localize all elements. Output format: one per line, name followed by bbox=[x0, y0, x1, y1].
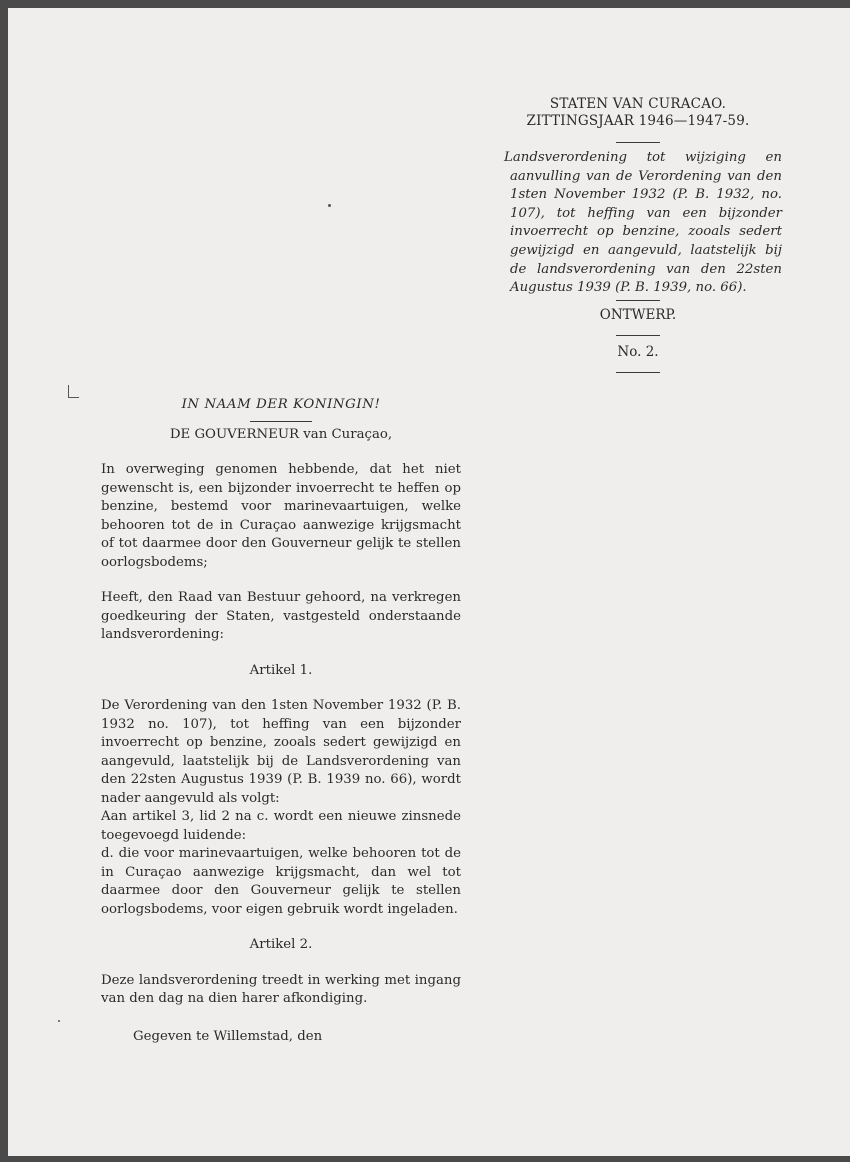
header-session: ZITTINGSJAAR 1946—1947-59. bbox=[526, 113, 750, 129]
draft-divider-bottom bbox=[616, 372, 660, 373]
signature-line: Gegeven te Willemstad, den bbox=[133, 1028, 323, 1044]
draft-block bbox=[568, 300, 708, 373]
draft-label: ONTWERP. bbox=[599, 307, 677, 323]
header-title: STATEN VAN CURACAO. bbox=[549, 96, 727, 112]
document-header bbox=[488, 96, 788, 150]
article-1-heading: Artikel 1. bbox=[249, 662, 313, 678]
margin-corner-mark bbox=[68, 385, 79, 398]
article-2-heading: Artikel 2. bbox=[249, 937, 313, 952]
invocation-divider bbox=[250, 421, 312, 422]
article-2-paragraph: Deze landsverordening treedt in werking met ingang van den dag na dien harer afkondiging. bbox=[101, 972, 461, 1006]
article-1-paragraph: De Verordening van den 1sten November 1932 (P. B. 1932 no. 107), tot heffing van een bijzonder invoerrecht op benzine, zooals sedert gewijzigd en aangevuld, laatstelijk bij de Landsverordening van den 22sten Augustus 1939 (P. B. 1939 no. 66), wordt nader aangevuld als volgt: bbox=[101, 698, 461, 806]
header-divider bbox=[616, 142, 660, 143]
article-1-amendment: Aan artikel 3, lid 2 na c. wordt een nieuwe zinsnede toegevoegd luidende: bbox=[101, 809, 461, 843]
paper-speck bbox=[58, 1020, 60, 1022]
preamble-paragraph: In overweging genomen hebbende, dat het niet gewenscht is, een bijzonder invoerrecht te heffen op benzine, bestemd voor marinevaartuigen, welke behooren tot de in Curaçao aanwezige krijgsmacht of tot daarmee door den Gouverneur gelijk te stellen oorlogsbodems; bbox=[101, 462, 461, 570]
document-page bbox=[8, 8, 850, 1156]
draft-number: No. 2. bbox=[617, 344, 659, 360]
draft-divider-top bbox=[616, 300, 660, 301]
ordinance-subtitle: Landsverordening tot wijziging en aanvulling van de Verordening van den 1sten November 1932 (P. B. 1932, no. 107), tot heffing van een bijzonder invoerrecht op benzine, zooals sedert gewijzigd en aangevuld, laatstelijk bij de landsverordening van den 22sten Augustus 1939 (P. B. 1939, no. 66). bbox=[504, 150, 782, 296]
enactment-paragraph: Heeft, den Raad van Bestuur gehoord, na verkregen goedkeuring der Staten, vastgesteld onderstaande landsverordening: bbox=[101, 590, 461, 642]
paper-speck bbox=[328, 204, 331, 207]
article-1-clause-d: d. die voor marinevaartuigen, welke behooren tot de in Curaçao aanwezige krijgsmacht, dan wel tot daarmee door den Gouverneur gelijk te stellen oorlogsbodems, voor eigen gebruik wordt ingeladen. bbox=[101, 846, 461, 917]
governor-line: DE GOUVERNEUR van Curaçao, bbox=[169, 426, 393, 442]
invocation: IN NAAM DER KONINGIN! bbox=[181, 397, 381, 412]
ordinance-body bbox=[101, 396, 461, 1046]
draft-divider-middle bbox=[616, 335, 660, 336]
